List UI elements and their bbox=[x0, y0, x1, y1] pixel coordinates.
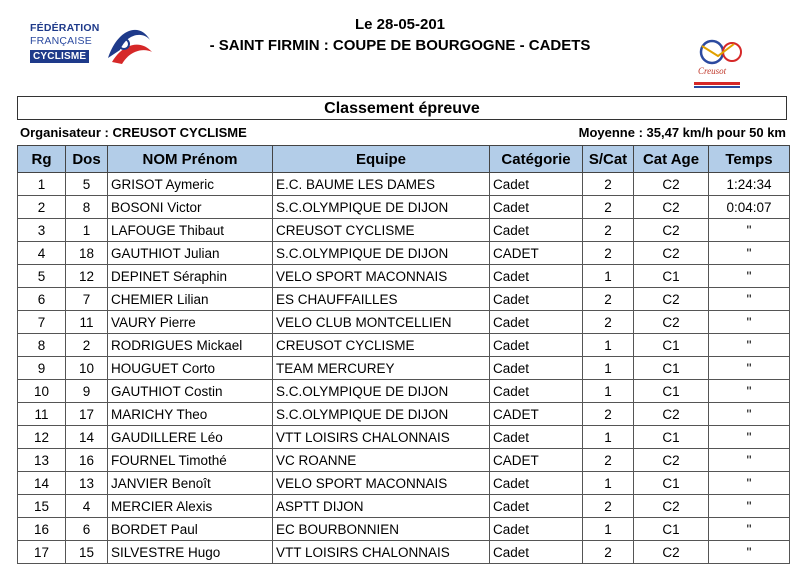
bicycle-icon bbox=[688, 36, 748, 94]
cell-temps: " bbox=[709, 288, 790, 311]
cell-rg: 3 bbox=[18, 219, 66, 242]
document-date: Le 28-05-201 bbox=[354, 16, 446, 33]
cell-temps: " bbox=[709, 357, 790, 380]
cell-temps: 1:24:34 bbox=[709, 173, 790, 196]
cell-rg: 4 bbox=[18, 242, 66, 265]
cell-scat: 2 bbox=[583, 495, 634, 518]
cell-rg: 6 bbox=[18, 288, 66, 311]
cell-rg: 10 bbox=[18, 380, 66, 403]
cell-rg: 17 bbox=[18, 541, 66, 564]
cell-categorie: Cadet bbox=[490, 518, 583, 541]
cell-scat: 1 bbox=[583, 380, 634, 403]
cell-scat: 2 bbox=[583, 219, 634, 242]
cell-cat-age: C1 bbox=[634, 518, 709, 541]
table-row bbox=[18, 311, 790, 334]
cell-dos: 8 bbox=[66, 196, 108, 219]
cell-temps: " bbox=[709, 403, 790, 426]
table-row bbox=[18, 357, 790, 380]
cell-equipe: VELO SPORT MACONNAIS bbox=[273, 472, 490, 495]
cell-temps: " bbox=[709, 495, 790, 518]
results-table bbox=[17, 145, 790, 564]
cell-cat-age: C1 bbox=[634, 357, 709, 380]
table-row bbox=[18, 334, 790, 357]
col-equipe: Equipe bbox=[273, 146, 490, 173]
cell-nom: HOUGUET Corto bbox=[108, 357, 273, 380]
cell-scat: 1 bbox=[583, 472, 634, 495]
cell-equipe: TEAM MERCUREY bbox=[273, 357, 490, 380]
event-title: - SAINT FIRMIN : COUPE DE BOURGOGNE - CADETS bbox=[209, 37, 591, 54]
table-row bbox=[18, 426, 790, 449]
cell-equipe: EC BOURBONNIEN bbox=[273, 518, 490, 541]
table-row bbox=[18, 265, 790, 288]
cell-cat-age: C1 bbox=[634, 265, 709, 288]
cell-scat: 1 bbox=[583, 426, 634, 449]
cell-cat-age: C2 bbox=[634, 196, 709, 219]
cell-scat: 1 bbox=[583, 518, 634, 541]
cell-equipe: VELO SPORT MACONNAIS bbox=[273, 265, 490, 288]
cell-cat-age: C2 bbox=[634, 242, 709, 265]
cell-dos: 12 bbox=[66, 265, 108, 288]
cell-cat-age: C1 bbox=[634, 472, 709, 495]
cell-temps: " bbox=[709, 426, 790, 449]
cell-dos: 4 bbox=[66, 495, 108, 518]
cell-rg: 2 bbox=[18, 196, 66, 219]
cell-rg: 13 bbox=[18, 449, 66, 472]
cell-equipe: CREUSOT CYCLISME bbox=[273, 219, 490, 242]
table-row bbox=[18, 541, 790, 564]
cell-equipe: S.C.OLYMPIQUE DE DIJON bbox=[273, 380, 490, 403]
cell-equipe: S.C.OLYMPIQUE DE DIJON bbox=[273, 196, 490, 219]
cell-cat-age: C2 bbox=[634, 449, 709, 472]
cell-categorie: Cadet bbox=[490, 380, 583, 403]
cell-scat: 2 bbox=[583, 196, 634, 219]
cell-rg: 16 bbox=[18, 518, 66, 541]
cell-nom: DEPINET Séraphin bbox=[108, 265, 273, 288]
cell-temps: " bbox=[709, 219, 790, 242]
cell-equipe: VTT LOISIRS CHALONNAIS bbox=[273, 426, 490, 449]
cell-dos: 6 bbox=[66, 518, 108, 541]
cell-scat: 2 bbox=[583, 449, 634, 472]
cell-temps: " bbox=[709, 472, 790, 495]
cell-dos: 14 bbox=[66, 426, 108, 449]
cell-dos: 18 bbox=[66, 242, 108, 265]
ffc-logo-line2: FRANÇAISE bbox=[30, 35, 92, 47]
cell-nom: FOURNEL Timothé bbox=[108, 449, 273, 472]
cell-equipe: ASPTT DIJON bbox=[273, 495, 490, 518]
cell-nom: VAURY Pierre bbox=[108, 311, 273, 334]
club-logo bbox=[688, 36, 748, 94]
cell-categorie: Cadet bbox=[490, 334, 583, 357]
cell-categorie: Cadet bbox=[490, 541, 583, 564]
table-row bbox=[18, 380, 790, 403]
cell-temps: " bbox=[709, 242, 790, 265]
cell-scat: 1 bbox=[583, 357, 634, 380]
cell-cat-age: C2 bbox=[634, 495, 709, 518]
cell-cat-age: C2 bbox=[634, 173, 709, 196]
cell-equipe: VTT LOISIRS CHALONNAIS bbox=[273, 541, 490, 564]
results-table-header bbox=[18, 146, 790, 173]
cell-nom: BORDET Paul bbox=[108, 518, 273, 541]
cell-rg: 7 bbox=[18, 311, 66, 334]
col-scat: S/Cat bbox=[583, 146, 634, 173]
cell-rg: 1 bbox=[18, 173, 66, 196]
cell-dos: 16 bbox=[66, 449, 108, 472]
cell-temps: " bbox=[709, 541, 790, 564]
cell-rg: 5 bbox=[18, 265, 66, 288]
cell-cat-age: C2 bbox=[634, 288, 709, 311]
cell-equipe: S.C.OLYMPIQUE DE DIJON bbox=[273, 242, 490, 265]
cell-nom: MARICHY Theo bbox=[108, 403, 273, 426]
cell-dos: 9 bbox=[66, 380, 108, 403]
cell-rg: 14 bbox=[18, 472, 66, 495]
cell-equipe: CREUSOT CYCLISME bbox=[273, 334, 490, 357]
cell-categorie: Cadet bbox=[490, 426, 583, 449]
cell-rg: 9 bbox=[18, 357, 66, 380]
cell-dos: 15 bbox=[66, 541, 108, 564]
cell-scat: 1 bbox=[583, 265, 634, 288]
cell-scat: 1 bbox=[583, 334, 634, 357]
table-row bbox=[18, 219, 790, 242]
col-cat-age: Cat Age bbox=[634, 146, 709, 173]
table-row bbox=[18, 403, 790, 426]
cell-dos: 7 bbox=[66, 288, 108, 311]
results-table-body bbox=[18, 173, 790, 564]
table-row bbox=[18, 495, 790, 518]
cell-cat-age: C1 bbox=[634, 426, 709, 449]
cell-nom: LAFOUGE Thibaut bbox=[108, 219, 273, 242]
table-row bbox=[18, 518, 790, 541]
cell-categorie: CADET bbox=[490, 242, 583, 265]
cell-dos: 10 bbox=[66, 357, 108, 380]
cell-cat-age: C2 bbox=[634, 403, 709, 426]
cell-nom: GAUDILLERE Léo bbox=[108, 426, 273, 449]
col-dos: Dos bbox=[66, 146, 108, 173]
cell-nom: RODRIGUES Mickael bbox=[108, 334, 273, 357]
cell-cat-age: C1 bbox=[634, 380, 709, 403]
cell-scat: 2 bbox=[583, 403, 634, 426]
cell-equipe: S.C.OLYMPIQUE DE DIJON bbox=[273, 403, 490, 426]
cell-categorie: Cadet bbox=[490, 219, 583, 242]
cell-temps: " bbox=[709, 518, 790, 541]
table-row bbox=[18, 449, 790, 472]
cell-categorie: Cadet bbox=[490, 357, 583, 380]
organizer-label: Organisateur : CREUSOT CYCLISME bbox=[20, 125, 247, 140]
cell-cat-age: C1 bbox=[634, 334, 709, 357]
cell-dos: 17 bbox=[66, 403, 108, 426]
cell-temps: " bbox=[709, 380, 790, 403]
cell-nom: MERCIER Alexis bbox=[108, 495, 273, 518]
cell-scat: 2 bbox=[583, 288, 634, 311]
cell-nom: CHEMIER Lilian bbox=[108, 288, 273, 311]
cell-categorie: Cadet bbox=[490, 196, 583, 219]
cell-dos: 11 bbox=[66, 311, 108, 334]
cell-rg: 15 bbox=[18, 495, 66, 518]
cell-dos: 5 bbox=[66, 173, 108, 196]
cell-categorie: CADET bbox=[490, 403, 583, 426]
cell-categorie: Cadet bbox=[490, 311, 583, 334]
cell-scat: 2 bbox=[583, 541, 634, 564]
cell-equipe: E.C. BAUME LES DAMES bbox=[273, 173, 490, 196]
cell-rg: 12 bbox=[18, 426, 66, 449]
cell-categorie: CADET bbox=[490, 449, 583, 472]
ranking-banner: Classement épreuve bbox=[17, 96, 787, 120]
average-speed-label: Moyenne : 35,47 km/h pour 50 km bbox=[578, 125, 786, 140]
cell-scat: 2 bbox=[583, 173, 634, 196]
cell-nom: GAUTHIOT Julian bbox=[108, 242, 273, 265]
cell-temps: " bbox=[709, 265, 790, 288]
cell-cat-age: C2 bbox=[634, 219, 709, 242]
cell-nom: GAUTHIOT Costin bbox=[108, 380, 273, 403]
col-temps: Temps bbox=[709, 146, 790, 173]
ffc-logo-line1: FÉDÉRATION bbox=[30, 22, 100, 34]
cell-dos: 13 bbox=[66, 472, 108, 495]
cell-categorie: Cadet bbox=[490, 472, 583, 495]
cell-categorie: Cadet bbox=[490, 288, 583, 311]
table-row bbox=[18, 472, 790, 495]
cell-categorie: Cadet bbox=[490, 173, 583, 196]
cell-temps: " bbox=[709, 449, 790, 472]
cell-categorie: Cadet bbox=[490, 495, 583, 518]
table-row bbox=[18, 173, 790, 196]
cell-dos: 2 bbox=[66, 334, 108, 357]
cell-scat: 2 bbox=[583, 311, 634, 334]
cell-dos: 1 bbox=[66, 219, 108, 242]
table-row bbox=[18, 196, 790, 219]
cell-scat: 2 bbox=[583, 242, 634, 265]
table-row bbox=[18, 242, 790, 265]
club-logo-text: Creusot bbox=[698, 66, 727, 76]
cell-nom: BOSONI Victor bbox=[108, 196, 273, 219]
cell-temps: " bbox=[709, 311, 790, 334]
cell-rg: 8 bbox=[18, 334, 66, 357]
cell-temps: " bbox=[709, 334, 790, 357]
col-rg: Rg bbox=[18, 146, 66, 173]
col-nom: NOM Prénom bbox=[108, 146, 273, 173]
cell-cat-age: C2 bbox=[634, 541, 709, 564]
table-row bbox=[18, 288, 790, 311]
cell-cat-age: C2 bbox=[634, 311, 709, 334]
cell-categorie: Cadet bbox=[490, 265, 583, 288]
cell-nom: SILVESTRE Hugo bbox=[108, 541, 273, 564]
cell-nom: GRISOT Aymeric bbox=[108, 173, 273, 196]
ffc-logo-line3: CYCLISME bbox=[30, 50, 89, 63]
cell-nom: JANVIER Benoît bbox=[108, 472, 273, 495]
cell-equipe: ES CHAUFFAILLES bbox=[273, 288, 490, 311]
col-categorie: Catégorie bbox=[490, 146, 583, 173]
cell-equipe: VELO CLUB MONTCELLIEN bbox=[273, 311, 490, 334]
cell-temps: 0:04:07 bbox=[709, 196, 790, 219]
cell-rg: 11 bbox=[18, 403, 66, 426]
cell-equipe: VC ROANNE bbox=[273, 449, 490, 472]
